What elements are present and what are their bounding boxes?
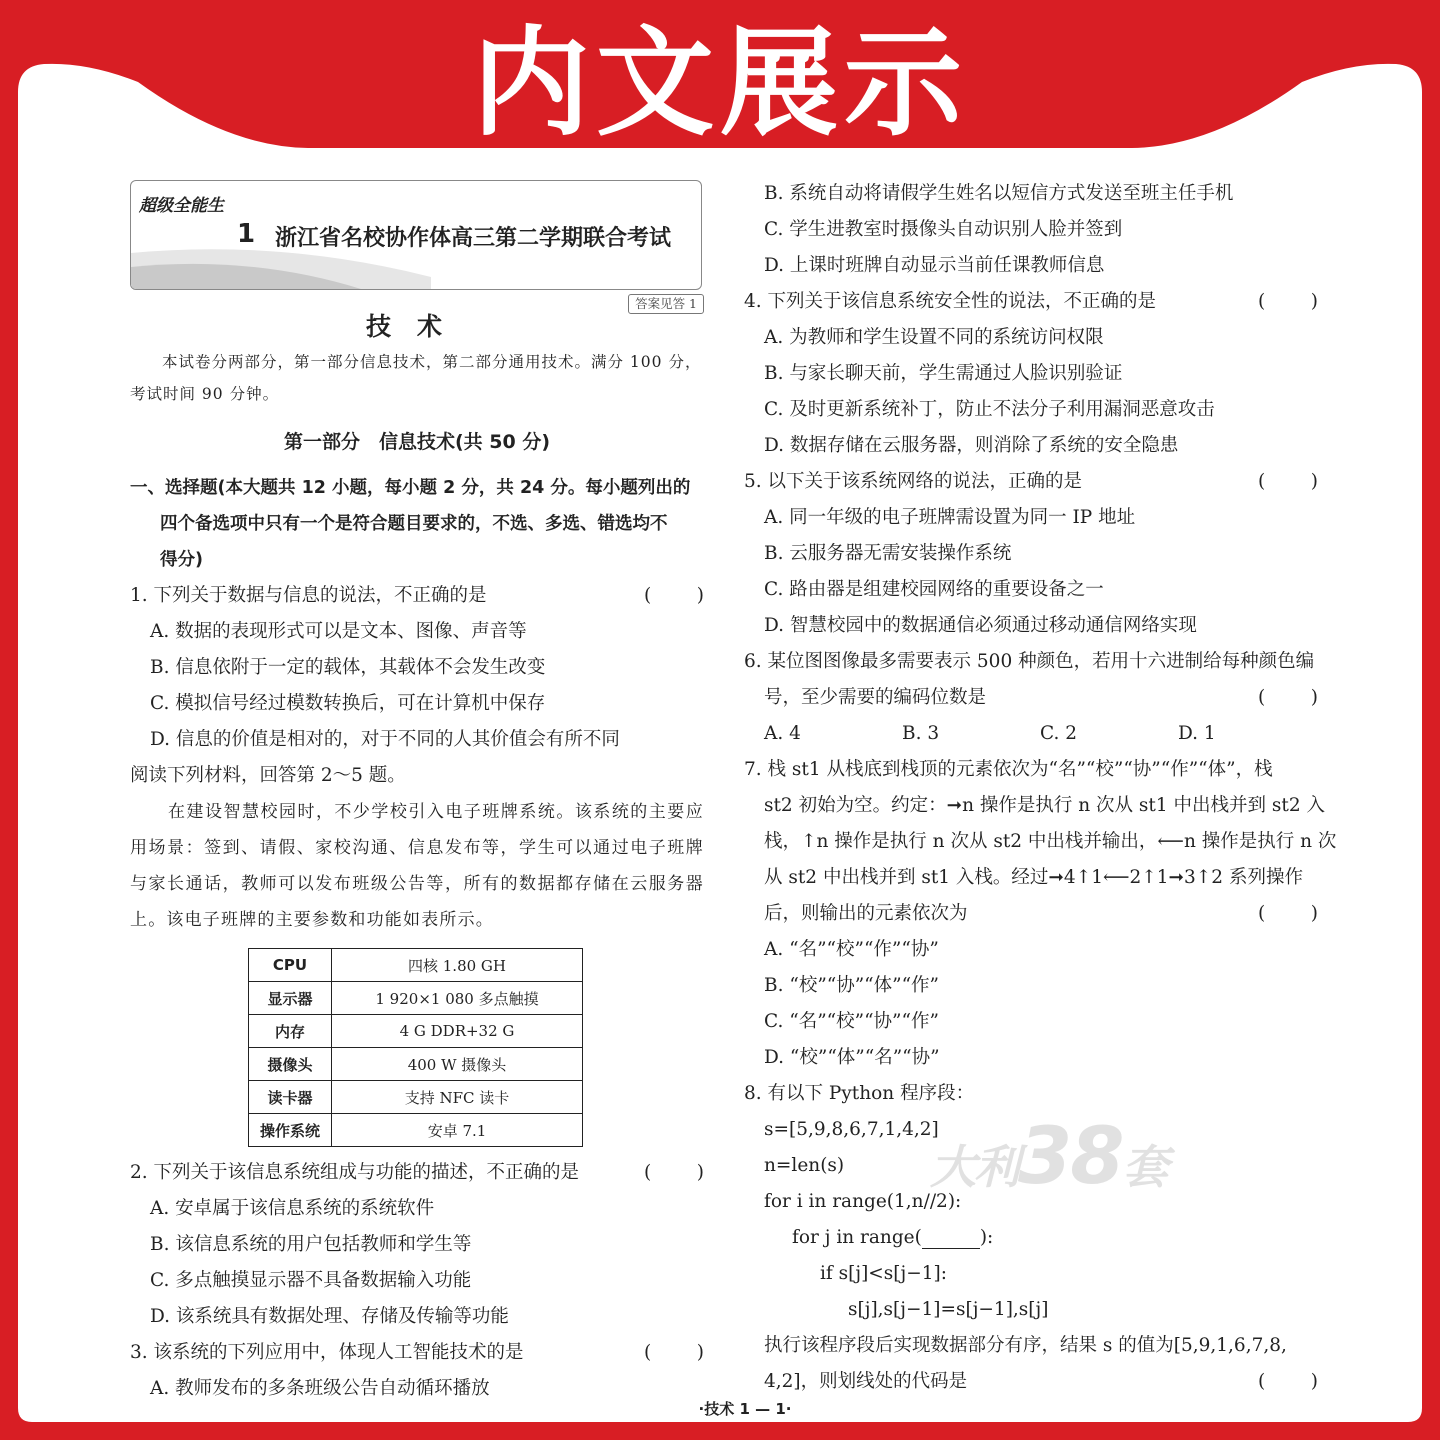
- q1-answer-parens: [644, 578, 704, 614]
- paren-open: (: [644, 585, 652, 606]
- q6-stem-text: 号，至少需要的编码位数是: [764, 687, 987, 708]
- spec-key: 内存: [249, 1015, 332, 1048]
- q1-option-c: C. 模拟信号经过模数转换后，可在计算机中保存: [150, 693, 546, 714]
- left-column: [130, 180, 704, 1407]
- q5-answer-parens: [1258, 464, 1318, 500]
- watermark-text-2: 套: [1122, 1140, 1167, 1194]
- q4-option-a: A. 为教师和学生设置不同的系统访问权限: [764, 327, 1104, 348]
- q5-option-c: C. 路由器是组建校园网络的重要设备之一: [764, 579, 1104, 600]
- code-line-4-end: ):: [979, 1227, 994, 1248]
- q1-option-b: B. 信息依附于一定的载体，其载体不会发生改变: [150, 657, 546, 678]
- q3-option-d: D. 上课时班牌自动显示当前任课教师信息: [764, 255, 1105, 276]
- reading-text: 在建设智慧校园时，不少学校引入电子班牌系统。该系统的主要应用场景：签到、请假、家校沟通、信息发布等，学生可以通过电子班牌与家长通话，教师可以发布班级公告等，所有的数据都存储在云服务器上。该电子班牌的主要参数和功能如表所示。: [130, 802, 704, 930]
- exam-intro: 本试卷分两部分，第一部分信息技术，第二部分通用技术。满分 100 分，考试时间 90 分钟。: [130, 353, 702, 403]
- instructions-line-3: 得分): [160, 550, 203, 570]
- paren-open: (: [644, 1162, 652, 1183]
- code-line-3: for i in range(1,n//2):: [764, 1191, 962, 1212]
- q4-option-c: C. 及时更新系统补丁，防止不法分子利用漏洞恶意攻击: [764, 399, 1215, 420]
- instructions-line-2: 四个备选项中只有一个是符合题目要求的，不选、多选、错选均不: [160, 514, 668, 534]
- q2-option-b: B. 该信息系统的用户包括教师和学生等: [150, 1234, 472, 1255]
- spec-value: 4 G DDR+32 G: [332, 1015, 583, 1048]
- exam-header: [130, 180, 702, 290]
- reading-intro: 阅读下列材料，回答第 2～5 题。: [130, 765, 406, 786]
- q6-option-c: C. 2: [1040, 723, 1078, 744]
- spec-value: 四核 1.80 GH: [332, 949, 583, 982]
- q5-stem-text: 5. 以下关于该系统网络的说法，正确的是: [744, 471, 1083, 492]
- instructions-line-1: 一、选择题(本大题共 12 小题，每小题 2 分，共 24 分。每小题列出的: [130, 478, 691, 498]
- q6-option-a: A. 4: [764, 723, 801, 744]
- q8-tail-text: 4,2]，则划线处的代码是: [764, 1371, 968, 1392]
- table-row: [249, 1081, 583, 1114]
- exam-number: 1: [237, 219, 256, 249]
- q5-stem: [744, 464, 1318, 500]
- table-row: [249, 1048, 583, 1081]
- q3-option-c: C. 学生进教室时摄像头自动识别人脸并签到: [764, 219, 1123, 240]
- code-line-5: if s[j]<s[j−1]:: [820, 1263, 947, 1284]
- spec-table: [248, 948, 583, 1147]
- code-line-4-start: for j in range(: [792, 1227, 922, 1248]
- watermark-number: 38: [1018, 1112, 1123, 1202]
- q1-option-d: D. 信息的价值是相对的，对于不同的人其价值会有所不同: [150, 729, 620, 750]
- answer-tag: 答案见答 1: [628, 294, 704, 314]
- paren-open: (: [644, 1342, 652, 1363]
- q1-option-a: A. 数据的表现形式可以是文本、图像、声音等: [150, 621, 527, 642]
- paren-close: ): [1310, 1371, 1318, 1392]
- paren-open: (: [1258, 1371, 1266, 1392]
- spec-value: 400 W 摄像头: [332, 1048, 583, 1081]
- q1-stem-text: 1. 下列关于数据与信息的说法，不正确的是: [130, 585, 487, 606]
- paren-open: (: [1258, 471, 1266, 492]
- q3-option-b: B. 系统自动将请假学生姓名以短信方式发送至班主任手机: [764, 183, 1234, 204]
- q8-tail-line-2: [744, 1364, 1318, 1400]
- paren-close: ): [696, 1342, 704, 1363]
- q2-stem: [130, 1155, 704, 1191]
- q4-stem: [744, 284, 1318, 320]
- subject-title: 技术: [365, 312, 468, 341]
- q3-answer-parens: [644, 1335, 704, 1371]
- q7-option-a: A. “名”“校”“作”“协”: [764, 939, 939, 960]
- paren-close: ): [1310, 471, 1318, 492]
- paren-open: (: [1258, 687, 1266, 708]
- q3-stem-text: 3. 该系统的下列应用中，体现人工智能技术的是: [130, 1342, 524, 1363]
- table-row: [249, 1015, 583, 1048]
- right-column: [744, 176, 1337, 1400]
- table-row: [249, 1114, 583, 1147]
- code-line-6: s[j],s[j−1]=s[j−1],s[j]: [848, 1299, 1049, 1320]
- q8-stem: 8. 有以下 Python 程序段：: [744, 1083, 975, 1104]
- q4-stem-text: 4. 下列关于该信息系统安全性的说法，不正确的是: [744, 291, 1157, 312]
- paren-close: ): [696, 1162, 704, 1183]
- page-footer: [698, 1398, 1440, 1419]
- q4-option-b: B. 与家长聊天前，学生需通过人脸识别验证: [764, 363, 1123, 384]
- q3-stem: [130, 1335, 704, 1371]
- q8-answer-parens: [1258, 1364, 1318, 1400]
- q1-stem: [130, 578, 704, 614]
- q7-option-c: C. “名”“校”“协”“作”: [764, 1011, 939, 1032]
- q3-option-a: A. 教师发布的多条班级公告自动循环播放: [150, 1378, 490, 1399]
- spec-value: 安卓 7.1: [332, 1114, 583, 1147]
- spec-value: 1 920×1 080 多点触摸: [332, 982, 583, 1015]
- q5-option-a: A. 同一年级的电子班牌需设置为同一 IP 地址: [764, 507, 1136, 528]
- spec-value: 支持 NFC 读卡: [332, 1081, 583, 1114]
- q4-answer-parens: [1258, 284, 1318, 320]
- q6-option-b: B. 3: [902, 723, 940, 744]
- q7-stem-line-2: st2 初始为空。约定：➞n 操作是执行 n 次从 st1 中出栈并到 st2 入: [764, 795, 1325, 816]
- spec-key: 读卡器: [249, 1081, 332, 1114]
- code-line-4: [744, 1220, 1318, 1256]
- q6-stem-line-2: [744, 680, 1318, 716]
- spec-key: 操作系统: [249, 1114, 332, 1147]
- code-line-2: n=len(s): [764, 1155, 845, 1176]
- spec-key: 显示器: [249, 982, 332, 1015]
- q6-answer-parens: [1258, 680, 1318, 716]
- paren-close: ): [696, 585, 704, 606]
- exam-title: 浙江省名校协作体高三第二学期联合考试: [275, 225, 672, 251]
- q5-option-b: B. 云服务器无需安装操作系统: [764, 543, 1012, 564]
- q7-option-d: D. “校”“体”“名”“协”: [764, 1047, 940, 1068]
- q2-answer-parens: [644, 1155, 704, 1191]
- q6-options: [744, 716, 1318, 752]
- q7-stem-line-1: 7. 栈 st1 从栈底到栈顶的元素依次为“名”“校”“协”“作”“体”，栈: [744, 759, 1273, 780]
- q7-option-b: B. “校”“协”“体”“作”: [764, 975, 940, 996]
- q6-option-d: D. 1: [1178, 723, 1216, 744]
- q6-stem-line-1: 6. 某位图图像最多需要表示 500 种颜色，若用十六进制给每种颜色编: [744, 651, 1315, 672]
- spec-key: CPU: [249, 949, 332, 982]
- q2-option-d: D. 该系统具有数据处理、存储及传输等功能: [150, 1306, 509, 1327]
- paren-open: (: [1258, 903, 1266, 924]
- spec-key: 摄像头: [249, 1048, 332, 1081]
- section-title: 第一部分 信息技术(共 50 分): [283, 431, 551, 453]
- table-row: [249, 982, 583, 1015]
- table-row: [249, 949, 583, 982]
- q5-option-d: D. 智慧校园中的数据通信必须通过移动通信网络实现: [764, 615, 1197, 636]
- banner-title: 内文展示: [471, 14, 968, 152]
- q2-option-c: C. 多点触摸显示器不具备数据输入功能: [150, 1270, 472, 1291]
- q8-tail-line-1: 执行该程序段后实现数据部分有序，结果 s 的值为[5,9,1,6,7,8,: [764, 1335, 1287, 1356]
- q7-answer-parens: [1258, 896, 1318, 932]
- paren-close: ): [1310, 687, 1318, 708]
- page-number: ·技术 1 — 1·: [698, 1400, 792, 1418]
- q7-stem-line-5: [744, 896, 1318, 932]
- q2-stem-text: 2. 下列关于该信息系统组成与功能的描述，不正确的是: [130, 1162, 580, 1183]
- q2-option-a: A. 安卓属于该信息系统的系统软件: [150, 1198, 435, 1219]
- paren-close: ): [1310, 903, 1318, 924]
- answer-blank: [922, 1228, 980, 1249]
- q4-option-d: D. 数据存储在云服务器，则消除了系统的安全隐患: [764, 435, 1179, 456]
- watermark-text-1: 大利: [930, 1140, 1018, 1194]
- q7-stem-text: 后，则输出的元素依次为: [764, 903, 968, 924]
- paren-close: ): [1310, 291, 1318, 312]
- paren-open: (: [1258, 291, 1266, 312]
- code-line-1: s=[5,9,8,6,7,1,4,2]: [764, 1119, 939, 1140]
- brand-logo: 超级全能生: [139, 196, 224, 216]
- q7-stem-line-4: 从 st2 中出栈并到 st1 入栈。经过➞4↑1⟵2↑1➞3↑2 系列操作: [764, 867, 1303, 888]
- q7-stem-line-3: 栈，↑n 操作是执行 n 次从 st2 中出栈并输出，⟵n 操作是执行 n 次: [764, 831, 1337, 852]
